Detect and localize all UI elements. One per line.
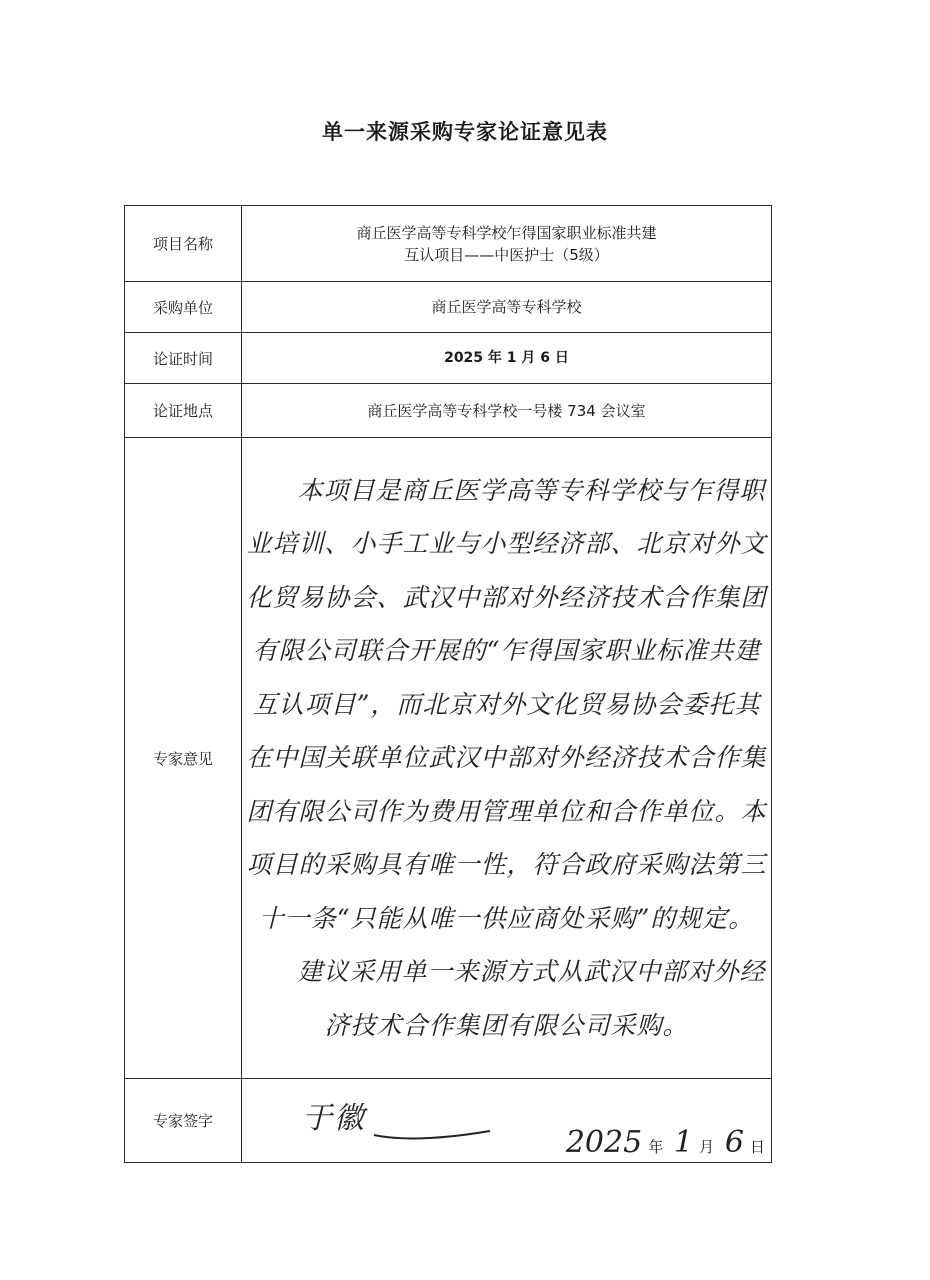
- project-name-line1: 商丘医学高等专科学校乍得国家职业标准共建: [356, 223, 657, 242]
- signature-year-unit: 年: [648, 1138, 664, 1156]
- row-project-name: [125, 206, 772, 282]
- signature-year: 2025: [565, 1125, 643, 1160]
- signature-month: 1: [674, 1125, 694, 1160]
- time-value: 2025 年 1 月 6 日: [242, 333, 772, 384]
- project-name-value: [242, 206, 772, 282]
- opinion-label: 专家意见: [125, 438, 242, 1079]
- signature-flourish: [372, 1123, 492, 1143]
- opinion-paragraph-1: 本项目是商丘医学高等专科学校与乍得职业培训、小手工业与小型经济部、北京对外文化贸易协会、武汉中部对外经济技术合作集团有限公司联合开展的“乍得国家职业标准共建互认项目”，而北京对外文化贸易协会委托其在中国关联单位武汉中部对外经济技术合作集团有限公司作为费用管理单位和合作单位。本项目的采购具有唯一性，符合政府采购法第三十一条“只能从唯一供应商处采购”的规定。: [246, 475, 767, 933]
- signature-cell: [242, 1079, 772, 1163]
- signature-date: [560, 1125, 765, 1160]
- time-label: 论证时间: [125, 333, 242, 384]
- signature-name: 于徽: [302, 1101, 366, 1136]
- signature-month-unit: 月: [699, 1138, 715, 1156]
- row-signature: [125, 1079, 772, 1163]
- row-location: [125, 384, 772, 438]
- location-value: 商丘医学高等专科学校一号楼 734 会议室: [242, 384, 772, 438]
- project-name-label: 项目名称: [125, 206, 242, 282]
- page-title: 单一来源采购专家论证意见表: [322, 120, 608, 144]
- opinion-text: [242, 438, 772, 1079]
- project-name-line2: 互认项目——中医护士（5级）: [404, 245, 609, 264]
- signature-label: 专家签字: [125, 1079, 242, 1163]
- opinion-paragraph-2: 建议采用单一来源方式从武汉中部对外经济技术合作集团有限公司采购。: [297, 957, 766, 1040]
- row-opinion: [125, 438, 772, 1079]
- signature-day-unit: 日: [749, 1138, 765, 1156]
- opinion-form-table: [124, 205, 772, 1163]
- row-purchaser: [125, 282, 772, 333]
- purchaser-value: 商丘医学高等专科学校: [242, 282, 772, 333]
- purchaser-label: 采购单位: [125, 282, 242, 333]
- signature-day: 6: [724, 1125, 744, 1160]
- location-label: 论证地点: [125, 384, 242, 438]
- row-time: [125, 333, 772, 384]
